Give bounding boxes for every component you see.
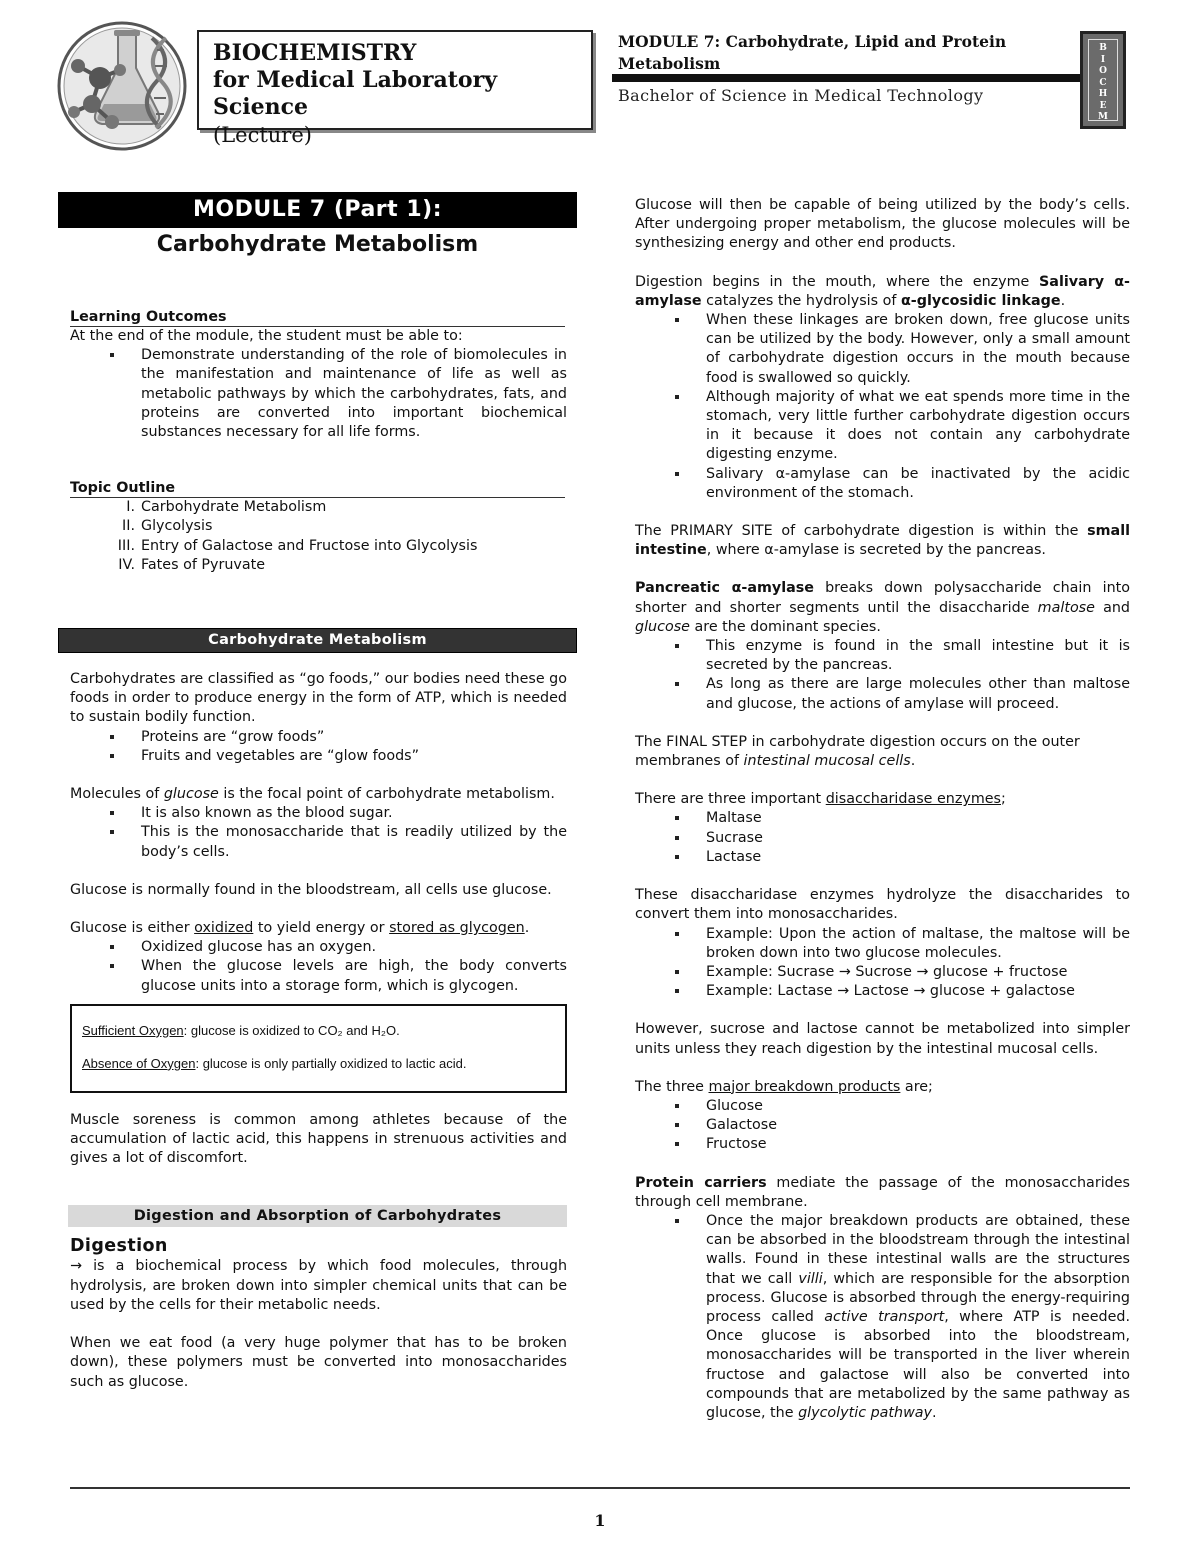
side-tab-letter: I [1100, 54, 1106, 65]
topic-outline-list [117, 498, 567, 575]
emphasis: active transport [824, 1308, 945, 1325]
text: Once the major breakdown products are obtained, these can be absorbed in the bloodstream through the intestinal walls. Found in these intestinal walls are the structures that we call [706, 1212, 1130, 1287]
text: , which are responsible for the absorption process. Glucose is absorbed through the energy-requiring process called [706, 1270, 1130, 1325]
bullet-list [141, 938, 567, 996]
emphasis: glucose [163, 786, 219, 803]
list-item: Lactase [706, 848, 1130, 867]
text: There are three important [635, 791, 826, 808]
paragraph [635, 273, 1130, 311]
module-heading: MODULE 7 (Part 1): [58, 192, 577, 228]
paragraph: When we eat food (a very huge polymer that has to be broken down), these polymers must be converted into monosaccharides such as glucose. [70, 1335, 567, 1390]
list-number: IV. [118, 556, 135, 573]
footer-divider [70, 1487, 1130, 1489]
underlined-text: major breakdown products [708, 1078, 901, 1095]
paragraph [70, 919, 567, 938]
paragraph [635, 790, 1130, 809]
side-tab-letter: O [1099, 66, 1107, 76]
left-column [70, 192, 567, 1392]
emphasis: intestinal mucosal cells [743, 753, 911, 770]
text: The PRIMARY SITE of carbohydrate digestion is within the [635, 523, 1088, 540]
side-tab-letter: M [1098, 112, 1108, 122]
paragraph: However, sucrose and lactose cannot be metabolized into simpler units unless they reach digestion by the intestinal mucosal cells. [635, 1021, 1130, 1057]
side-tab-letter: C [1099, 77, 1107, 88]
list-item: Demonstrate understanding of the role of biomolecules in the manifestation and maintenance of life as well as metabolic pathways by which the carbohydrates, fats, and proteins are converted into important biochemical substances necessary for all life forms. [141, 346, 567, 442]
list-item [122, 517, 567, 536]
course-title-line2: for Medical Laboratory Science [213, 67, 497, 120]
paragraph [70, 785, 567, 804]
list-item: Although majority of what we eat spends more time in the stomach, very little further carbohydrate digestion occurs in it because it does not contain any carbohydrate digesting enzyme. [706, 388, 1130, 465]
list-number: III. [117, 537, 135, 554]
program-name: Bachelor of Science in Medical Technology [618, 86, 984, 105]
text: , where α-amylase is secreted by the pancreas. [706, 542, 1046, 559]
text: The three [635, 1078, 709, 1095]
list-number: II. [122, 518, 135, 535]
list-item [118, 556, 567, 575]
course-title-line1: BIOCHEMISTRY [213, 40, 417, 66]
text: breaks down polysaccharide chain into shorter and shorter segments until the disaccharide [635, 580, 1130, 616]
module-subheading: Carbohydrate Metabolism [156, 232, 479, 257]
list-text: Glycolysis [141, 518, 213, 535]
text: Molecules of [70, 786, 164, 803]
text: Digestion begins in the mouth, where the enzyme [635, 273, 1040, 290]
underlined-text: disaccharidase enzymes [825, 791, 1001, 808]
list-item: Salivary α-amylase can be inactivated by the acidic environment of the stomach. [706, 465, 1130, 503]
emphasis: glucose [635, 618, 690, 635]
list-item: This is the monosaccharide that is readily utilized by the body’s cells. [141, 823, 567, 861]
bullet-list [706, 925, 1130, 1002]
paragraph: Muscle soreness is common among athletes because of the accumulation of lactic acid, this happens in strenuous activities and gives a lot of discomfort. [70, 1111, 567, 1167]
bullet-list [706, 1097, 1130, 1155]
learning-outcomes-list [141, 346, 567, 442]
bold-text: Protein carriers [635, 1174, 767, 1191]
bullet-list [141, 728, 567, 766]
header-divider-bar [612, 74, 1080, 82]
list-item: Glucose [706, 1097, 1130, 1116]
learning-outcomes-intro: At the end of the module, the student must be able to: [70, 328, 463, 344]
bullet-list [706, 1212, 1130, 1423]
biochemistry-logo-icon [56, 20, 188, 152]
oxygen-note-line [82, 1022, 555, 1039]
bullet-list [706, 809, 1130, 867]
list-text: Entry of Galactose and Fructose into Glycolysis [141, 537, 478, 554]
list-item: Example: Lactase → Lactose → glucose + galactose [706, 982, 1130, 1001]
course-title-line3: (Lecture) [213, 123, 312, 147]
side-tab-letter: E [1099, 100, 1107, 111]
text: . [932, 1404, 937, 1421]
side-tab-letter: H [1098, 89, 1108, 99]
page-number: 1 [594, 1511, 606, 1530]
paragraph: Glucose will then be capable of being utilized by the body’s cells. After undergoing proper metabolism, the glucose molecules will be synthesizing energy and other end products. [635, 197, 1130, 252]
course-title-box [197, 30, 593, 147]
paragraph: These disaccharidase enzymes hydrolyze the disaccharides to convert them into monosaccharides. [635, 887, 1130, 923]
text: is the focal point of carbohydrate metabolism. [218, 786, 555, 803]
digestion-absorption-heading: Digestion and Absorption of Carbohydrates [68, 1205, 567, 1227]
text: catalyzes the hydrolysis of [701, 292, 901, 309]
list-item: Galactose [706, 1116, 1130, 1135]
list-item: When these linkages are broken down, free glucose units can be utilized by the body. However, only a small amount of carbohydrate digestion occurs in the mouth because food is swallowed so quickly. [706, 311, 1130, 388]
oxygen-note-box [70, 1004, 567, 1093]
text: , where ATP is needed. Once glucose is absorbed into the bloodstream, monosaccharides will be transported in the liver wherein fructose and galactose will also be converted into compounds that are metabolized by the same pathway as glucose, the [706, 1308, 1130, 1421]
underlined-text: stored as glycogen [389, 920, 525, 937]
list-text: Carbohydrate Metabolism [141, 499, 327, 516]
text: . [1060, 292, 1066, 309]
bold-text: Salivary α-amylase [635, 273, 1130, 309]
bullet-list [706, 311, 1130, 503]
text: mediate the passage of the monosaccharides through cell membrane. [635, 1174, 1130, 1210]
emphasis: maltose [1037, 599, 1095, 616]
module-title: MODULE 7: Carbohydrate, Lipid and Protein Metabolism [618, 32, 1007, 73]
carb-metabolism-heading: Carbohydrate Metabolism [58, 628, 577, 653]
underlined-text: oxidized [194, 920, 254, 937]
list-item: Fruits and vegetables are “glow foods” [141, 747, 567, 766]
list-item: Sucrase [706, 829, 1130, 848]
paragraph: → is a biochemical process by which food molecules, through hydrolysis, are broken down into simpler chemical units that can be used by the cells for their metabolic needs. [70, 1258, 567, 1313]
list-item [117, 537, 567, 556]
list-item: It is also known as the blood sugar. [141, 804, 567, 823]
emphasis: villi [798, 1270, 823, 1287]
list-item: Maltase [706, 809, 1130, 828]
text: ; [1001, 791, 1006, 808]
oxygen-note-text: : glucose is oxidized to CO₂ and H₂O. [183, 1022, 400, 1038]
paragraph: Glucose is normally found in the bloodstream, all cells use glucose. [70, 881, 552, 898]
list-item: Fructose [706, 1135, 1130, 1154]
bold-text: α-glycosidic linkage [900, 292, 1061, 309]
list-item: When the glucose levels are high, the body converts glucose units into a storage form, which is glycogen. [141, 957, 567, 995]
bold-text: small intestine [635, 523, 1130, 559]
list-text: Fates of Pyruvate [141, 556, 266, 573]
list-item: Example: Sucrase → Sucrose → glucose + fructose [706, 963, 1130, 982]
list-item [126, 498, 567, 517]
list-item: As long as there are large molecules other than maltose and glucose, the actions of amylase will proceed. [706, 675, 1130, 713]
oxygen-note-label: Absence of Oxygen [82, 1055, 196, 1071]
text: . [524, 920, 530, 937]
list-item: Example: Upon the action of maltase, the maltose will be broken down into two glucose molecules. [706, 925, 1130, 963]
bullet-list [141, 804, 567, 862]
paragraph [635, 1078, 1130, 1097]
oxygen-note-line [82, 1055, 555, 1072]
paragraph [635, 522, 1130, 560]
paragraph [635, 733, 1130, 771]
digestion-subheading: Digestion [70, 1236, 168, 1257]
list-item: This enzyme is found in the small intestine but it is secreted by the pancreas. [706, 637, 1130, 675]
text: are; [900, 1078, 933, 1095]
oxygen-note-label: Sufficient Oxygen [82, 1022, 184, 1038]
side-tab-letters [1088, 39, 1118, 121]
text: to yield energy or [253, 920, 390, 937]
bold-text: Pancreatic α-amylase [635, 580, 814, 597]
text: and [1094, 599, 1130, 616]
bullet-list [706, 637, 1130, 714]
list-item [706, 1212, 1130, 1423]
side-tab-letter: B [1099, 43, 1107, 53]
learning-outcomes-heading: Learning Outcomes [70, 308, 565, 327]
paragraph: Carbohydrates are classified as “go foods,” our bodies need these go foods in order to produce energy in the form of ATP, which is needed to sustain bodily function. [70, 671, 567, 726]
text: are the dominant species. [689, 618, 881, 635]
text: . [910, 753, 916, 770]
text: The FINAL STEP in carbohydrate digestion occurs on the outer membranes of [635, 733, 1080, 770]
side-tab [1080, 31, 1126, 129]
topic-outline-heading: Topic Outline [70, 479, 565, 498]
oxygen-note-text: : glucose is only partially oxidized to lactic acid. [195, 1055, 467, 1071]
right-column [635, 196, 1130, 1423]
text: Glucose is either [70, 920, 195, 937]
paragraph [635, 1174, 1130, 1212]
list-item: Proteins are “grow foods” [141, 728, 567, 747]
emphasis: glycolytic pathway [798, 1404, 933, 1421]
list-number: I. [126, 499, 135, 516]
paragraph [635, 579, 1130, 637]
list-item: Oxidized glucose has an oxygen. [141, 938, 567, 957]
